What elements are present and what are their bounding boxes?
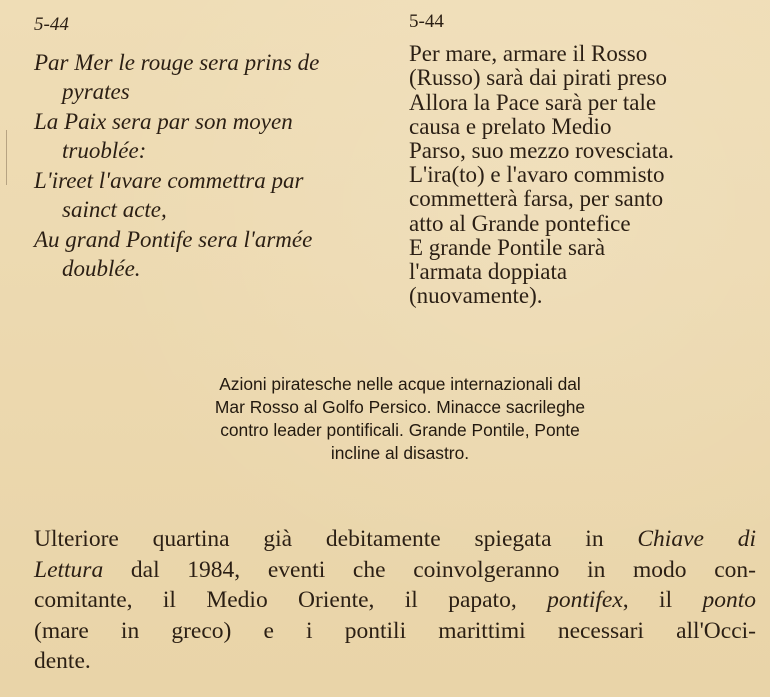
quatrain-number-right: 5-44	[409, 11, 444, 32]
italian-line: (Russo) sarà dai pirati preso	[409, 65, 668, 91]
commentary-line: Mar Rosso al Golfo Persico. Minacce sacrileghe	[214, 397, 586, 417]
french-line-1: Par Mer le rouge sera prins de	[34, 49, 320, 75]
italian-line: Per mare, armare il Rosso	[409, 41, 648, 67]
commentary-line: contro leader pontificali. Grande Pontile, Ponte	[220, 420, 580, 440]
french-quatrain	[34, 10, 389, 284]
french-line-2-cont: truoblée:	[62, 138, 147, 163]
french-line-4: Au grand Pontife sera l'armée	[34, 226, 313, 252]
italian-line: Allora la Pace sarà per tale	[409, 89, 657, 115]
italian-line: causa e prelato Medio	[409, 113, 612, 139]
latin-term-italic: pontifex	[547, 587, 623, 613]
commentary-block	[150, 373, 650, 465]
italian-translation	[409, 10, 754, 308]
body-text-run: dal 1984, eventi che coinvolgeranno in modo con-	[103, 556, 756, 583]
body-line-2	[34, 555, 756, 586]
italian-line: atto al Grande pontefice	[409, 210, 631, 236]
french-line-3-cont: sainct acte,	[62, 197, 167, 222]
body-line-1	[34, 524, 756, 555]
book-title-italic: Lettura	[34, 556, 104, 583]
body-line-3	[34, 585, 756, 616]
french-line-2: La Paix sera par son moyen	[34, 108, 293, 134]
body-text-run: comitante, il Medio Oriente, il papato,	[34, 587, 548, 613]
body-line-5: dente.	[34, 648, 91, 674]
italian-line: (nuovamente).	[409, 283, 543, 309]
body-line-4: (mare in greco) e i pontili marittimi necessari all'Occi-	[34, 617, 756, 644]
italian-line: l'armata doppiata	[409, 259, 568, 285]
italian-line: commetterà farsa, per santo	[409, 186, 664, 212]
greek-term-italic: ponto	[702, 587, 757, 613]
body-text-run: , il	[622, 587, 703, 613]
body-text-run: Ulteriore quartina già debitamente spiegata in	[34, 526, 638, 552]
commentary-line: Azioni piratesche nelle acque internazionali dal	[219, 374, 581, 394]
quatrain-number-left: 5-44	[34, 14, 69, 35]
italian-line: Parso, suo mezzo rovesciata.	[409, 138, 675, 164]
french-line-3: L'ireet l'avare commettra par	[34, 167, 304, 193]
italian-line: L'ira(to) e l'avaro commisto	[409, 162, 665, 188]
french-line-1-cont: pyrates	[62, 79, 130, 104]
page-margin-mark	[0, 130, 7, 185]
body-paragraph	[34, 524, 756, 677]
commentary-line: incline al disastro.	[330, 443, 470, 463]
french-line-4-cont: doublée.	[62, 256, 141, 281]
italian-line: E grande Pontile sarà	[409, 234, 606, 260]
book-title-italic: Chiave di	[637, 526, 757, 552]
